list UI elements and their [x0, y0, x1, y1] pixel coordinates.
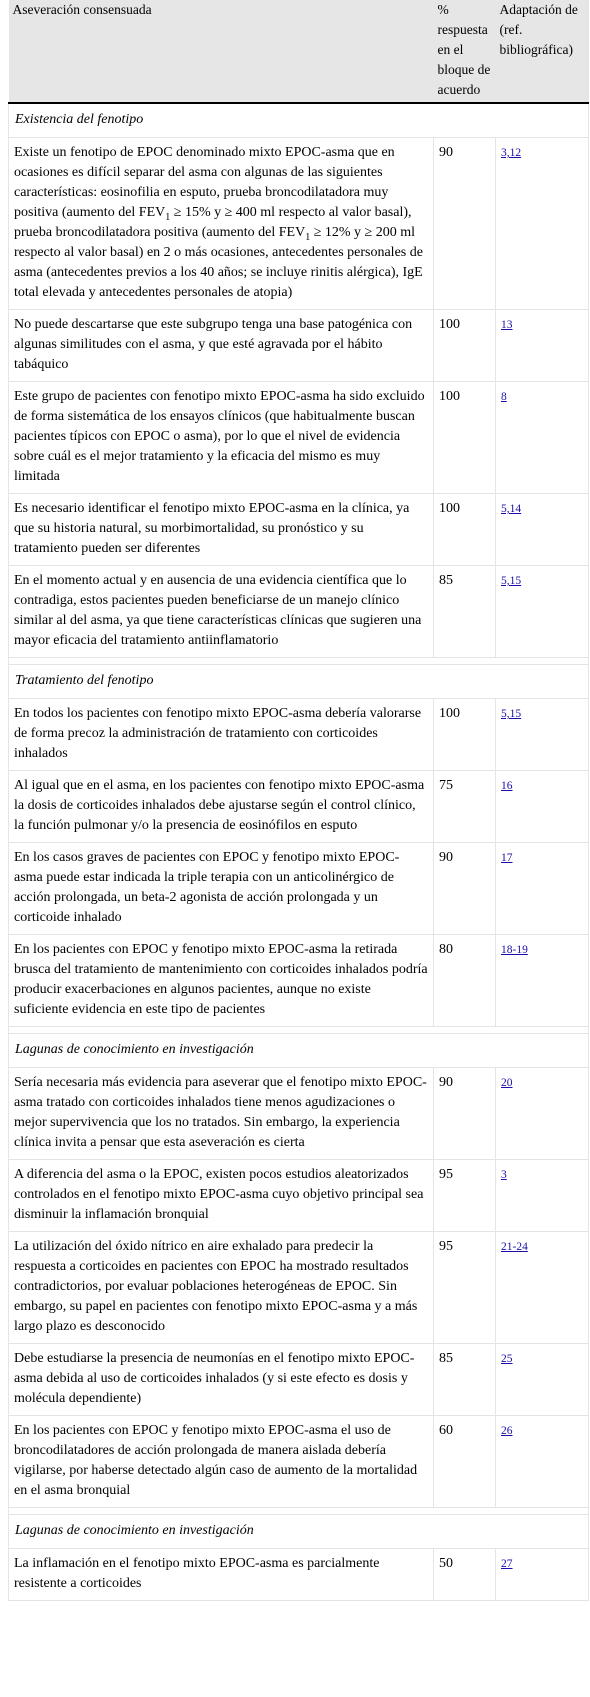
section-title: Tratamiento del fenotipo: [9, 665, 589, 699]
header-reference: Adaptación de (ref. bibliográfica): [496, 0, 589, 103]
statement-cell: Este grupo de pacientes con fenotipo mixto EPOC-asma ha sido excluido de forma sistemática de los ensayos clínicos (que habitualmente buscan pacientes típicos con EPOC o asma), por lo que el nivel de evidencia sobre cuál es el mejor tratamiento y la eficacia del mismo es muy limitada: [9, 382, 434, 494]
statement-cell: La inflamación en el fenotipo mixto EPOC-asma es parcialmente resistente a corticoides: [9, 1549, 434, 1601]
table-row: [9, 843, 589, 935]
reference-cell: [496, 1232, 589, 1344]
percent-cell: 85: [434, 566, 496, 658]
table-header-row: [9, 0, 589, 103]
table-row: [9, 1416, 589, 1508]
reference-cell: [496, 382, 589, 494]
header-percent: % respuesta en el bloque de acuerdo: [434, 0, 496, 103]
percent-cell: 100: [434, 494, 496, 566]
reference-link[interactable]: 3: [501, 1169, 507, 1181]
section-title: Lagunas de conocimiento en investigación: [9, 1034, 589, 1068]
statement-cell: En los pacientes con EPOC y fenotipo mixto EPOC-asma la retirada brusca del tratamiento de mantenimiento con corticoides inhalados podría producir exacerbaciones en algunos pacientes, aunque no existe suficiente evidencia en este tipo de pacientes: [9, 935, 434, 1027]
header-statement: Aseveración consensuada: [9, 0, 434, 103]
section-row: [9, 103, 589, 138]
table-row: [9, 1068, 589, 1160]
section-row: [9, 665, 589, 699]
percent-cell: 75: [434, 771, 496, 843]
table-row: [9, 310, 589, 382]
reference-cell: [496, 138, 589, 310]
statement-cell: En los casos graves de pacientes con EPOC y fenotipo mixto EPOC-asma puede estar indicada la triple terapia con un anticolinérgico de acción prolongada, un beta-2 agonista de acción prolongada y un corticoide inhalado: [9, 843, 434, 935]
statement-cell: En el momento actual y en ausencia de una evidencia científica que lo contradiga, estos pacientes pueden beneficiarse de un manejo clínico similar al del asma, ya que tiene características clínicas que sugieren una mayor eficacia del tratamiento antiinflamatorio: [9, 566, 434, 658]
reference-cell: [496, 935, 589, 1027]
section-spacer: [9, 1508, 589, 1515]
reference-link[interactable]: 3,12: [501, 147, 522, 159]
percent-cell: 95: [434, 1160, 496, 1232]
reference-cell: [496, 1344, 589, 1416]
spacer-cell: [9, 1027, 589, 1034]
reference-link[interactable]: 5,14: [501, 503, 522, 515]
reference-link[interactable]: 5,15: [501, 575, 522, 587]
section-title: Lagunas de conocimiento en investigación: [9, 1515, 589, 1549]
table-row: [9, 1344, 589, 1416]
table-row: [9, 566, 589, 658]
statement-cell: En todos los pacientes con fenotipo mixto EPOC-asma debería valorarse de forma precoz la administración de tratamiento con corticoides inhalados: [9, 699, 434, 771]
percent-cell: 90: [434, 1068, 496, 1160]
spacer-cell: [9, 658, 589, 665]
statement-cell: Es necesario identificar el fenotipo mixto EPOC-asma en la clínica, ya que su historia natural, su morbimortalidad, su pronóstico y su tratamiento pueden ser diferentes: [9, 494, 434, 566]
reference-cell: [496, 566, 589, 658]
percent-cell: 100: [434, 699, 496, 771]
table-row: [9, 138, 589, 310]
reference-cell: [496, 843, 589, 935]
percent-cell: 95: [434, 1232, 496, 1344]
table-row: [9, 1232, 589, 1344]
section-row: [9, 1515, 589, 1549]
statement-cell: La utilización del óxido nítrico en aire exhalado para predecir la respuesta a corticoides en pacientes con EPOC ha mostrado resultados contradictorios, por evaluar poblaciones heterogéneas de EPOC. Sin embargo, su papel en pacientes con fenotipo mixto EPOC-asma y a más largo plazo es desconocido: [9, 1232, 434, 1344]
table-row: [9, 1549, 589, 1601]
reference-link[interactable]: 21-24: [501, 1241, 528, 1253]
reference-link[interactable]: 8: [501, 391, 507, 403]
reference-link[interactable]: 25: [501, 1353, 513, 1365]
statement-cell: A diferencia del asma o la EPOC, existen pocos estudios aleatorizados controlados en el fenotipo mixto EPOC-asma cuyo objetivo principal sea disminuir la inflamación bronquial: [9, 1160, 434, 1232]
section-title: Existencia del fenotipo: [9, 103, 589, 138]
reference-link[interactable]: 27: [501, 1558, 513, 1570]
percent-cell: 80: [434, 935, 496, 1027]
spacer-cell: [9, 1508, 589, 1515]
reference-cell: [496, 1416, 589, 1508]
table-row: [9, 494, 589, 566]
reference-link[interactable]: 13: [501, 319, 513, 331]
table-row: [9, 382, 589, 494]
reference-link[interactable]: 17: [501, 852, 513, 864]
section-row: [9, 1034, 589, 1068]
table-row: [9, 699, 589, 771]
percent-cell: 60: [434, 1416, 496, 1508]
percent-cell: 100: [434, 382, 496, 494]
percent-cell: 90: [434, 843, 496, 935]
reference-link[interactable]: 5,15: [501, 708, 522, 720]
reference-cell: [496, 1549, 589, 1601]
reference-link[interactable]: 18-19: [501, 944, 528, 956]
percent-cell: 90: [434, 138, 496, 310]
percent-cell: 100: [434, 310, 496, 382]
statement-cell: En los pacientes con EPOC y fenotipo mixto EPOC-asma el uso de broncodilatadores de acción prolongada de manera aislada debería vigilarse, por haberse detectado algún caso de aumento de la mortalidad en el asma bronquial: [9, 1416, 434, 1508]
reference-cell: [496, 494, 589, 566]
table-row: [9, 935, 589, 1027]
table-row: [9, 771, 589, 843]
reference-link[interactable]: 26: [501, 1425, 513, 1437]
percent-cell: 85: [434, 1344, 496, 1416]
reference-link[interactable]: 16: [501, 780, 513, 792]
section-spacer: [9, 658, 589, 665]
statement-cell: Sería necesaria más evidencia para aseverar que el fenotipo mixto EPOC-asma tratado con corticoides inhalados tiene menos agudizaciones o mejor supervivencia que los no tratados. Sin embargo, la experiencia clínica invita a pensar que esta aseveración es cierta: [9, 1068, 434, 1160]
reference-cell: [496, 1160, 589, 1232]
reference-link[interactable]: 20: [501, 1077, 513, 1089]
table-body: [9, 103, 589, 1601]
reference-cell: [496, 771, 589, 843]
reference-cell: [496, 1068, 589, 1160]
percent-cell: 50: [434, 1549, 496, 1601]
statement-cell: Debe estudiarse la presencia de neumonías en el fenotipo mixto EPOC-asma debida al uso de corticoides inhalados (y si este efecto es dosis y molécula dependiente): [9, 1344, 434, 1416]
statement-cell: Existe un fenotipo de EPOC denominado mixto EPOC-asma que en ocasiones es difícil separar del asma con algunas de las siguientes características: eosinofilia en esputo, prueba broncodilatadora muy positiva (aumento del $FEV_1 \ge 15\%$ y ≥ 400 ml respecto al valor basal), prueba broncodilatadora positiva (aumento del $FEV_1 \ge 12\%$ y ≥ 200 ml respecto al valor basal) en 2 o más ocasiones, antecedentes personales de asma (antecedentes previos a los 40 años; se incluye rinitis alérgica), IgE total elevada y antecedentes personales de atopia): [9, 138, 434, 310]
section-spacer: [9, 1027, 589, 1034]
statement-cell: No puede descartarse que este subgrupo tenga una base patogénica con algunas similitudes con el asma, y que esté agravada por el hábito tabáquico: [9, 310, 434, 382]
table-row: [9, 1160, 589, 1232]
reference-cell: [496, 699, 589, 771]
statement-cell: Al igual que en el asma, en los pacientes con fenotipo mixto EPOC-asma la dosis de corticoides inhalados debe ajustarse según el control clínico, la función pulmonar y/o la presencia de eosinófilos en esputo: [9, 771, 434, 843]
consensus-table: [8, 0, 589, 1601]
reference-cell: [496, 310, 589, 382]
